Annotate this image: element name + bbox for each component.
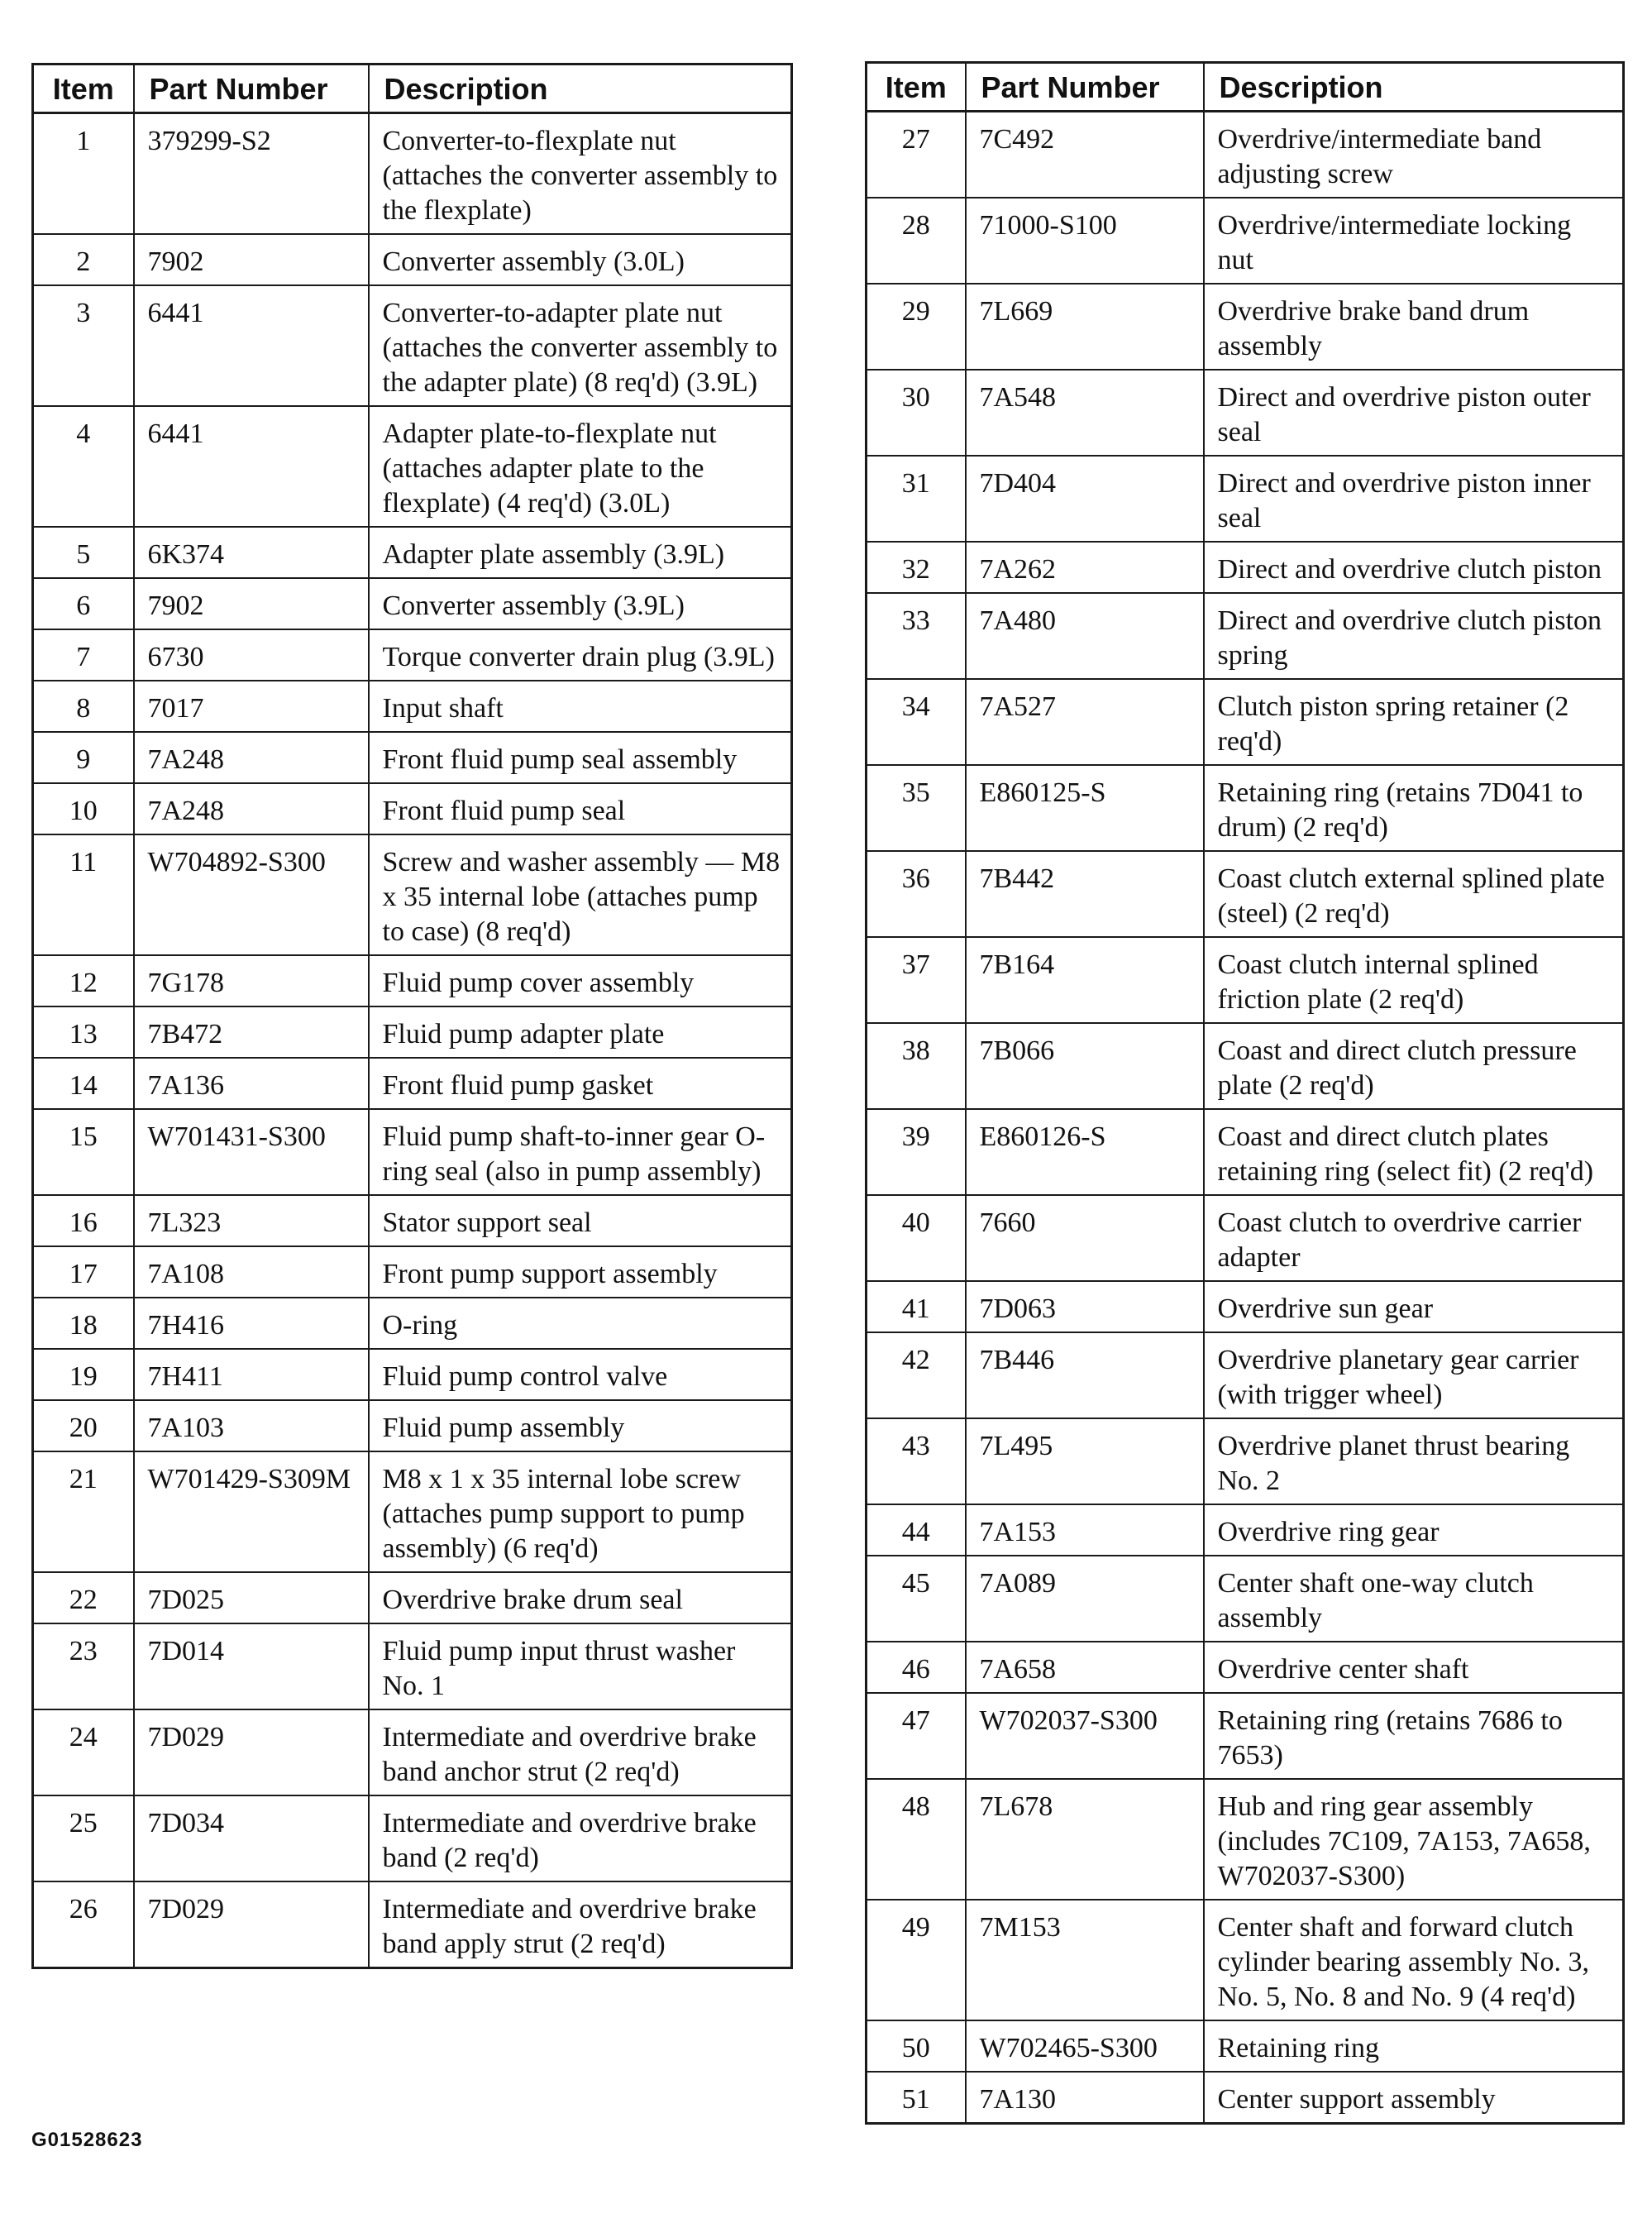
table-row [33, 1400, 792, 1451]
part-number-cell: 7L323 [134, 1195, 369, 1246]
description-cell: Overdrive brake drum seal [369, 1572, 792, 1623]
part-number-cell: 7D404 [966, 456, 1204, 542]
item-cell: 34 [867, 679, 966, 765]
description-cell: Overdrive planet thrust bearing No. 2 [1204, 1418, 1624, 1504]
table-row [867, 679, 1624, 765]
table-row [33, 681, 792, 732]
part-number-cell: 7D014 [134, 1623, 369, 1709]
description-cell: Coast clutch external splined plate (steel) (2 req'd) [1204, 851, 1624, 937]
table-row [33, 629, 792, 681]
item-cell: 38 [867, 1023, 966, 1109]
description-cell: Overdrive/intermediate locking nut [1204, 198, 1624, 284]
description-cell: Fluid pump adapter plate [369, 1006, 792, 1058]
table-row [33, 1451, 792, 1572]
part-number-cell: W702465-S300 [966, 2020, 1204, 2072]
part-number-cell: 7L495 [966, 1418, 1204, 1504]
description-cell: Intermediate and overdrive brake band anchor strut (2 req'd) [369, 1709, 792, 1795]
figure-id: G01528623 [31, 2129, 143, 2151]
table-row [33, 1623, 792, 1709]
description-cell: Front fluid pump seal assembly [369, 732, 792, 783]
item-cell: 15 [33, 1109, 134, 1195]
description-cell: Retaining ring (retains 7686 to 7653) [1204, 1693, 1624, 1779]
description-cell: Direct and overdrive clutch piston spring [1204, 593, 1624, 679]
part-number-cell: 7A658 [966, 1642, 1204, 1693]
item-cell: 46 [867, 1642, 966, 1693]
part-number-cell: 7A248 [134, 732, 369, 783]
table-row [867, 1281, 1624, 1332]
description-cell: Center shaft one-way clutch assembly [1204, 1556, 1624, 1642]
table-row [867, 456, 1624, 542]
description-cell: Front fluid pump seal [369, 783, 792, 834]
table-row [867, 1332, 1624, 1418]
description-cell: M8 x 1 x 35 internal lobe screw (attaches pump support to pump assembly) (6 req'd) [369, 1451, 792, 1572]
table-row [33, 285, 792, 406]
description-cell: Overdrive ring gear [1204, 1504, 1624, 1556]
description-cell: Adapter plate-to-flexplate nut (attaches adapter plate to the flexplate) (4 req'd) (3.0L) [369, 406, 792, 527]
description-cell: Coast and direct clutch pressure plate (2 req'd) [1204, 1023, 1624, 1109]
item-cell: 41 [867, 1281, 966, 1332]
item-cell: 21 [33, 1451, 134, 1572]
part-number-cell: E860125-S [966, 765, 1204, 851]
part-number-cell: 7L678 [966, 1779, 1204, 1900]
description-cell: Converter assembly (3.9L) [369, 578, 792, 629]
table-row [33, 113, 792, 235]
item-cell: 29 [867, 284, 966, 370]
item-cell: 37 [867, 937, 966, 1023]
table-row [33, 1195, 792, 1246]
table-row [867, 1023, 1624, 1109]
table-row [33, 578, 792, 629]
item-cell: 19 [33, 1349, 134, 1400]
part-number-cell: 7017 [134, 681, 369, 732]
description-cell: Retaining ring [1204, 2020, 1624, 2072]
description-cell: Overdrive/intermediate band adjusting screw [1204, 112, 1624, 198]
table-row [867, 937, 1624, 1023]
item-cell: 32 [867, 542, 966, 593]
description-cell: Converter-to-adapter plate nut (attaches the converter assembly to the adapter plate) (8 req'd) (3.9L) [369, 285, 792, 406]
table-row [867, 851, 1624, 937]
item-cell: 1 [33, 113, 134, 235]
item-cell: 16 [33, 1195, 134, 1246]
item-cell: 18 [33, 1298, 134, 1349]
table-row [867, 1195, 1624, 1281]
part-number-cell: 7A527 [966, 679, 1204, 765]
item-cell: 27 [867, 112, 966, 198]
header-part-number: Part Number [134, 65, 369, 113]
item-cell: 39 [867, 1109, 966, 1195]
table-row [33, 1298, 792, 1349]
description-cell: Overdrive sun gear [1204, 1281, 1624, 1332]
description-cell: Fluid pump assembly [369, 1400, 792, 1451]
table-body-right [867, 112, 1624, 2124]
item-cell: 22 [33, 1572, 134, 1623]
part-number-cell: 7D025 [134, 1572, 369, 1623]
item-cell: 48 [867, 1779, 966, 1900]
part-number-cell: 7G178 [134, 955, 369, 1006]
part-number-cell: W702037-S300 [966, 1693, 1204, 1779]
table-row [33, 527, 792, 578]
table-row [867, 1109, 1624, 1195]
table-row [33, 1572, 792, 1623]
description-cell: Stator support seal [369, 1195, 792, 1246]
item-cell: 17 [33, 1246, 134, 1298]
description-cell: Center support assembly [1204, 2072, 1624, 2124]
part-number-cell: 7M153 [966, 1900, 1204, 2020]
part-number-cell: E860126-S [966, 1109, 1204, 1195]
item-cell: 42 [867, 1332, 966, 1418]
part-number-cell: 7902 [134, 578, 369, 629]
item-cell: 33 [867, 593, 966, 679]
part-number-cell: 7902 [134, 234, 369, 285]
part-number-cell: 7C492 [966, 112, 1204, 198]
header-item: Item [867, 63, 966, 112]
description-cell: Coast clutch to overdrive carrier adapter [1204, 1195, 1624, 1281]
description-cell: Overdrive brake band drum assembly [1204, 284, 1624, 370]
part-number-cell: 7A480 [966, 593, 1204, 679]
item-cell: 23 [33, 1623, 134, 1709]
table-row [33, 1795, 792, 1881]
item-cell: 20 [33, 1400, 134, 1451]
header-item: Item [33, 65, 134, 113]
part-number-cell: 7A136 [134, 1058, 369, 1109]
description-cell: Input shaft [369, 681, 792, 732]
part-number-cell: 6K374 [134, 527, 369, 578]
item-cell: 13 [33, 1006, 134, 1058]
part-number-cell: 7H416 [134, 1298, 369, 1349]
part-number-cell: 6441 [134, 285, 369, 406]
part-number-cell: 71000-S100 [966, 198, 1204, 284]
part-number-cell: 7A130 [966, 2072, 1204, 2124]
part-number-cell: 7D063 [966, 1281, 1204, 1332]
table-row [867, 198, 1624, 284]
item-cell: 14 [33, 1058, 134, 1109]
item-cell: 12 [33, 955, 134, 1006]
table-row [33, 1058, 792, 1109]
description-cell: Coast clutch internal splined friction plate (2 req'd) [1204, 937, 1624, 1023]
part-number-cell: 7H411 [134, 1349, 369, 1400]
parts-table-left [31, 63, 793, 1969]
item-cell: 35 [867, 765, 966, 851]
description-cell: Converter assembly (3.0L) [369, 234, 792, 285]
description-cell: Fluid pump cover assembly [369, 955, 792, 1006]
table-row [867, 1556, 1624, 1642]
part-number-cell: 6441 [134, 406, 369, 527]
part-number-cell: 7A089 [966, 1556, 1204, 1642]
part-number-cell: 7B164 [966, 937, 1204, 1023]
header-part-number: Part Number [966, 63, 1204, 112]
description-cell: Overdrive planetary gear carrier (with trigger wheel) [1204, 1332, 1624, 1418]
item-cell: 49 [867, 1900, 966, 2020]
item-cell: 8 [33, 681, 134, 732]
description-cell: Coast and direct clutch plates retaining ring (select fit) (2 req'd) [1204, 1109, 1624, 1195]
item-cell: 30 [867, 370, 966, 456]
item-cell: 43 [867, 1418, 966, 1504]
description-cell: Overdrive center shaft [1204, 1642, 1624, 1693]
table-row [867, 2072, 1624, 2124]
description-cell: O-ring [369, 1298, 792, 1349]
description-cell: Front pump support assembly [369, 1246, 792, 1298]
item-cell: 26 [33, 1881, 134, 1968]
item-cell: 24 [33, 1709, 134, 1795]
description-cell: Screw and washer assembly — M8 x 35 internal lobe (attaches pump to case) (8 req'd) [369, 834, 792, 955]
table-row [867, 765, 1624, 851]
table-row [33, 234, 792, 285]
table-row [867, 1900, 1624, 2020]
item-cell: 7 [33, 629, 134, 681]
header-row [867, 63, 1624, 112]
part-number-cell: 7D029 [134, 1709, 369, 1795]
item-cell: 28 [867, 198, 966, 284]
part-number-cell: 7L669 [966, 284, 1204, 370]
part-number-cell: 6730 [134, 629, 369, 681]
part-number-cell: 7A103 [134, 1400, 369, 1451]
table-row [33, 1246, 792, 1298]
description-cell: Intermediate and overdrive brake band (2 req'd) [369, 1795, 792, 1881]
part-number-cell: 7D034 [134, 1795, 369, 1881]
item-cell: 36 [867, 851, 966, 937]
table-row [33, 1349, 792, 1400]
item-cell: 9 [33, 732, 134, 783]
table-row [867, 593, 1624, 679]
item-cell: 3 [33, 285, 134, 406]
part-number-cell: W704892-S300 [134, 834, 369, 955]
table-row [867, 1418, 1624, 1504]
item-cell: 11 [33, 834, 134, 955]
description-cell: Adapter plate assembly (3.9L) [369, 527, 792, 578]
part-number-cell: 379299-S2 [134, 113, 369, 235]
table-row [33, 1006, 792, 1058]
description-cell: Clutch piston spring retainer (2 req'd) [1204, 679, 1624, 765]
item-cell: 4 [33, 406, 134, 527]
part-number-cell: 7B442 [966, 851, 1204, 937]
item-cell: 51 [867, 2072, 966, 2124]
part-number-cell: 7D029 [134, 1881, 369, 1968]
header-description: Description [369, 65, 792, 113]
description-cell: Direct and overdrive clutch piston [1204, 542, 1624, 593]
header-row [33, 65, 792, 113]
part-number-cell: 7B472 [134, 1006, 369, 1058]
item-cell: 45 [867, 1556, 966, 1642]
part-number-cell: 7B446 [966, 1332, 1204, 1418]
parts-table-right [865, 61, 1625, 2125]
description-cell: Center shaft and forward clutch cylinder bearing assembly No. 3, No. 5, No. 8 and No. 9 (4 req'd) [1204, 1900, 1624, 2020]
table-row [33, 1881, 792, 1968]
description-cell: Intermediate and overdrive brake band apply strut (2 req'd) [369, 1881, 792, 1968]
table-body-left [33, 113, 792, 1968]
description-cell: Direct and overdrive piston outer seal [1204, 370, 1624, 456]
description-cell: Hub and ring gear assembly (includes 7C109, 7A153, 7A658, W702037-S300) [1204, 1779, 1624, 1900]
header-description: Description [1204, 63, 1624, 112]
item-cell: 5 [33, 527, 134, 578]
description-cell: Fluid pump control valve [369, 1349, 792, 1400]
table-row [33, 1709, 792, 1795]
item-cell: 10 [33, 783, 134, 834]
description-cell: Converter-to-flexplate nut (attaches the converter assembly to the flexplate) [369, 113, 792, 235]
part-number-cell: W701429-S309M [134, 1451, 369, 1572]
table-row [33, 1109, 792, 1195]
table-row [867, 542, 1624, 593]
item-cell: 2 [33, 234, 134, 285]
part-number-cell: 7A262 [966, 542, 1204, 593]
part-number-cell: 7A108 [134, 1246, 369, 1298]
description-cell: Direct and overdrive piston inner seal [1204, 456, 1624, 542]
description-cell: Front fluid pump gasket [369, 1058, 792, 1109]
item-cell: 6 [33, 578, 134, 629]
part-number-cell: W701431-S300 [134, 1109, 369, 1195]
table-row [33, 732, 792, 783]
item-cell: 31 [867, 456, 966, 542]
table-row [33, 783, 792, 834]
table-row [867, 284, 1624, 370]
part-number-cell: 7A548 [966, 370, 1204, 456]
description-cell: Retaining ring (retains 7D041 to drum) (2 req'd) [1204, 765, 1624, 851]
table-row [867, 1693, 1624, 1779]
table-row [867, 112, 1624, 198]
table-row [33, 955, 792, 1006]
part-number-cell: 7A248 [134, 783, 369, 834]
table-row [867, 1642, 1624, 1693]
table-row [867, 370, 1624, 456]
table-row [33, 406, 792, 527]
part-number-cell: 7A153 [966, 1504, 1204, 1556]
part-number-cell: 7660 [966, 1195, 1204, 1281]
table-row [867, 1504, 1624, 1556]
table-row [867, 2020, 1624, 2072]
table-row [33, 834, 792, 955]
description-cell: Fluid pump shaft-to-inner gear O-ring seal (also in pump assembly) [369, 1109, 792, 1195]
item-cell: 40 [867, 1195, 966, 1281]
description-cell: Fluid pump input thrust washer No. 1 [369, 1623, 792, 1709]
part-number-cell: 7B066 [966, 1023, 1204, 1109]
item-cell: 47 [867, 1693, 966, 1779]
item-cell: 50 [867, 2020, 966, 2072]
description-cell: Torque converter drain plug (3.9L) [369, 629, 792, 681]
item-cell: 25 [33, 1795, 134, 1881]
table-row [867, 1779, 1624, 1900]
item-cell: 44 [867, 1504, 966, 1556]
